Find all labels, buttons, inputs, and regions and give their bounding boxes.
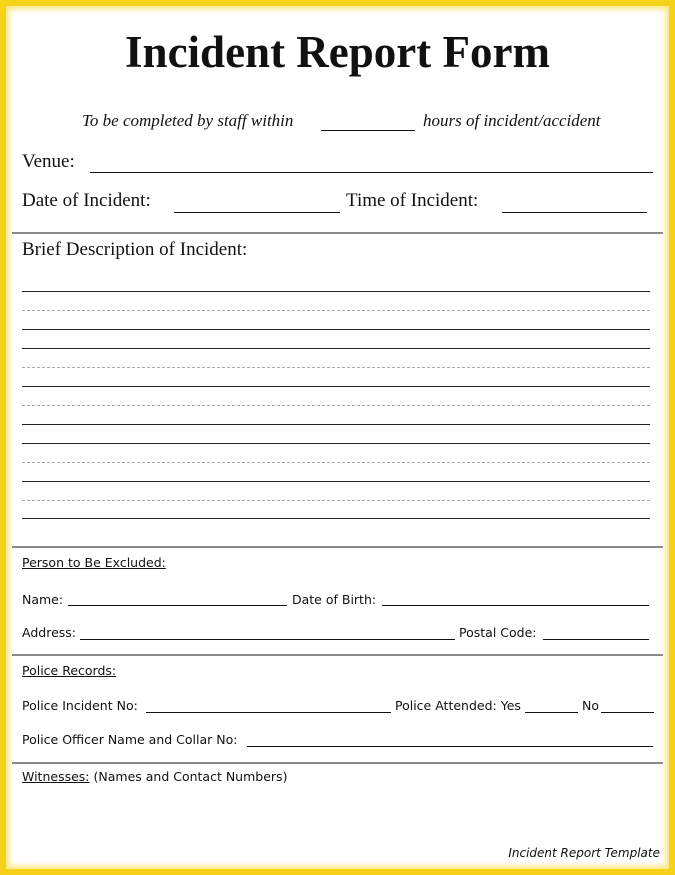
witnesses-note: (Names and Contact Numbers) <box>93 769 288 784</box>
time-of-incident-label: Time of Incident: <box>346 190 479 211</box>
description-line <box>22 462 650 463</box>
subtitle-before: To be completed by staff within <box>82 111 294 130</box>
description-line <box>22 386 650 387</box>
address-label: Address: <box>22 625 76 640</box>
police-officer-field[interactable] <box>247 746 653 747</box>
description-label: Brief Description of Incident: <box>22 239 248 260</box>
date-of-incident-label: Date of Incident: <box>22 190 151 211</box>
description-line <box>22 367 650 368</box>
description-line <box>22 405 650 406</box>
description-line <box>22 348 650 349</box>
postal-code-field[interactable] <box>543 639 649 640</box>
police-incident-no-field[interactable] <box>146 712 391 713</box>
police-attended-label: Police Attended: Yes <box>395 698 521 713</box>
description-line <box>22 443 650 444</box>
description-line <box>22 329 650 330</box>
police-attended-no-label: No <box>582 698 599 713</box>
police-attended-no-field[interactable] <box>601 712 654 713</box>
name-label: Name: <box>22 592 64 607</box>
footer-caption: Incident Report Template <box>508 846 660 860</box>
description-line <box>22 424 650 425</box>
section-divider <box>12 546 663 548</box>
section-divider <box>12 232 663 234</box>
date-of-incident-field[interactable] <box>174 212 340 213</box>
excluded-heading: Person to Be Excluded: <box>22 555 166 570</box>
dob-label: Date of Birth: <box>292 592 377 607</box>
time-of-incident-field[interactable] <box>502 212 647 213</box>
description-line <box>22 500 650 501</box>
description-line <box>22 291 650 292</box>
venue-field[interactable] <box>90 172 653 173</box>
section-divider <box>12 762 663 764</box>
postal-code-label: Postal Code: <box>459 625 537 640</box>
witnesses-row <box>22 769 287 784</box>
venue-label: Venue: <box>22 151 75 172</box>
hours-field[interactable] <box>321 130 415 131</box>
subtitle-after: hours of incident/accident <box>423 111 601 130</box>
police-attended-yes-field[interactable] <box>525 712 578 713</box>
description-line <box>22 481 650 482</box>
witnesses-heading: Witnesses: <box>22 769 90 784</box>
section-divider <box>12 654 663 656</box>
page-title: Incident Report Form <box>125 27 550 77</box>
police-officer-label: Police Officer Name and Collar No: <box>22 732 238 747</box>
police-incident-no-label: Police Incident No: <box>22 698 138 713</box>
name-field[interactable] <box>68 605 287 606</box>
description-line <box>22 518 650 519</box>
address-field[interactable] <box>80 639 455 640</box>
dob-field[interactable] <box>382 605 649 606</box>
police-heading: Police Records: <box>22 663 117 678</box>
description-line <box>22 310 650 311</box>
